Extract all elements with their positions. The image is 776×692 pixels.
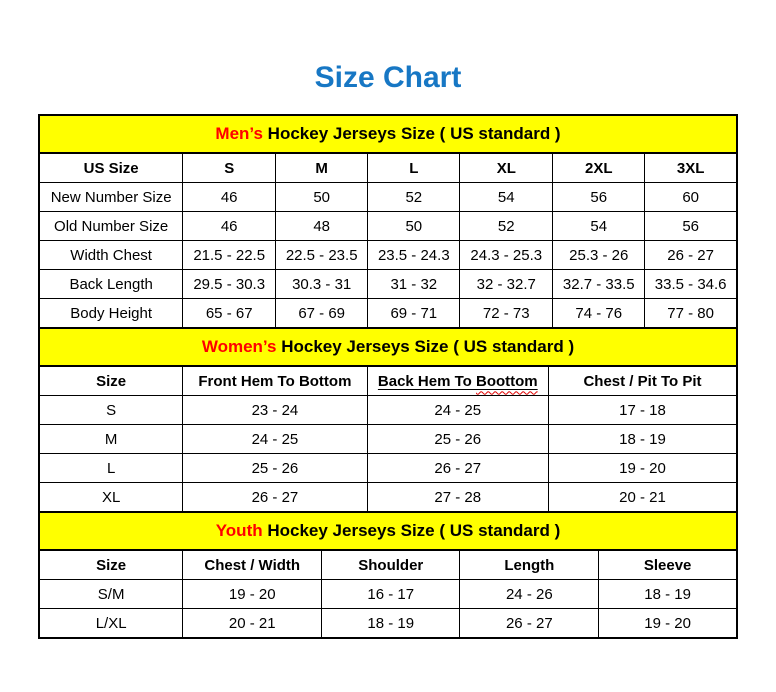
mens-row-label: Back Length	[39, 270, 183, 299]
mens-size-cell: 56	[645, 212, 737, 241]
mens-size-cell: 67 - 69	[276, 299, 368, 329]
mens-size-cell: 33.5 - 34.6	[645, 270, 737, 299]
mens-column-header: US Size	[39, 153, 183, 183]
womens-table-row	[39, 483, 737, 513]
mens-size-cell: 50	[368, 212, 460, 241]
youth-size-cell: 18 - 19	[322, 609, 460, 639]
womens-row-label: S	[39, 396, 183, 425]
mens-row-label: Body Height	[39, 299, 183, 329]
mens-column-header: 3XL	[645, 153, 737, 183]
mens-size-table	[38, 114, 738, 329]
mens-size-cell: 25.3 - 26	[553, 241, 645, 270]
womens-size-cell: 26 - 27	[367, 454, 548, 483]
mens-size-cell: 52	[368, 183, 460, 212]
mens-row-label: Old Number Size	[39, 212, 183, 241]
mens-size-cell: 56	[553, 183, 645, 212]
womens-section-band	[39, 328, 737, 366]
youth-column-header: Length	[460, 550, 599, 580]
mens-column-header: M	[276, 153, 368, 183]
youth-row-label: L/XL	[39, 609, 183, 639]
womens-size-cell: 25 - 26	[183, 454, 367, 483]
youth-band-highlight: Youth	[215, 521, 263, 540]
youth-size-cell: 18 - 19	[599, 580, 737, 609]
mens-table-row	[39, 270, 737, 299]
womens-size-cell: 19 - 20	[549, 454, 737, 483]
mens-size-cell: 31 - 32	[368, 270, 460, 299]
mens-size-cell: 26 - 27	[645, 241, 737, 270]
youth-size-cell: 19 - 20	[183, 580, 322, 609]
mens-table-row	[39, 183, 737, 212]
youth-band-text: Hockey Jerseys Size ( US standard )	[262, 521, 561, 540]
youth-column-header: Shoulder	[322, 550, 460, 580]
womens-size-cell: 23 - 24	[183, 396, 367, 425]
mens-size-cell: 32 - 32.7	[460, 270, 553, 299]
womens-size-cell: 25 - 26	[367, 425, 548, 454]
youth-size-cell: 26 - 27	[460, 609, 599, 639]
womens-table-row	[39, 425, 737, 454]
mens-section-band	[39, 115, 737, 153]
mens-column-header: L	[368, 153, 460, 183]
mens-size-cell: 54	[460, 183, 553, 212]
mens-size-cell: 46	[183, 212, 276, 241]
womens-size-table	[38, 327, 738, 513]
mens-size-cell: 60	[645, 183, 737, 212]
mens-row-label: Width Chest	[39, 241, 183, 270]
mens-size-cell: 22.5 - 23.5	[276, 241, 368, 270]
womens-size-cell: 24 - 25	[367, 396, 548, 425]
mens-size-cell: 72 - 73	[460, 299, 553, 329]
womens-size-cell: 24 - 25	[183, 425, 367, 454]
mens-size-cell: 74 - 76	[553, 299, 645, 329]
youth-table-row	[39, 609, 737, 639]
mens-size-cell: 46	[183, 183, 276, 212]
youth-row-label: S/M	[39, 580, 183, 609]
mens-size-cell: 30.3 - 31	[276, 270, 368, 299]
womens-size-cell: 27 - 28	[367, 483, 548, 513]
womens-column-header	[367, 366, 548, 396]
mens-size-cell: 50	[276, 183, 368, 212]
youth-size-cell: 16 - 17	[322, 580, 460, 609]
womens-column-header: Chest / Pit To Pit	[549, 366, 737, 396]
youth-size-cell: 24 - 26	[460, 580, 599, 609]
mens-size-cell: 29.5 - 30.3	[183, 270, 276, 299]
womens-size-cell: 26 - 27	[183, 483, 367, 513]
womens-table-row	[39, 454, 737, 483]
mens-size-cell: 69 - 71	[368, 299, 460, 329]
mens-row-label: New Number Size	[39, 183, 183, 212]
youth-column-header: Size	[39, 550, 183, 580]
page-title: Size Chart	[314, 61, 462, 94]
youth-table-row	[39, 580, 737, 609]
mens-table-row	[39, 241, 737, 270]
youth-section-band	[39, 512, 737, 550]
mens-table-row	[39, 299, 737, 329]
mens-table-row	[39, 212, 737, 241]
mens-size-cell: 23.5 - 24.3	[368, 241, 460, 270]
youth-column-header: Chest / Width	[183, 550, 322, 580]
youth-size-cell: 20 - 21	[183, 609, 322, 639]
mens-column-header: 2XL	[553, 153, 645, 183]
mens-size-cell: 77 - 80	[645, 299, 737, 329]
womens-row-label: M	[39, 425, 183, 454]
womens-band-text: Hockey Jerseys Size ( US standard )	[276, 337, 575, 356]
youth-column-header: Sleeve	[599, 550, 737, 580]
youth-size-cell: 19 - 20	[599, 609, 737, 639]
womens-row-label: L	[39, 454, 183, 483]
womens-band-highlight: Women’s	[201, 337, 277, 356]
womens-table-row	[39, 396, 737, 425]
mens-size-cell: 24.3 - 25.3	[460, 241, 553, 270]
mens-size-cell: 21.5 - 22.5	[183, 241, 276, 270]
womens-size-cell: 17 - 18	[549, 396, 737, 425]
mens-size-cell: 32.7 - 33.5	[553, 270, 645, 299]
mens-band-text: Hockey Jerseys Size ( US standard )	[262, 124, 561, 143]
womens-column-header: Size	[39, 366, 183, 396]
header-text-prefix: Back Hem To	[377, 372, 476, 390]
womens-size-cell: 18 - 19	[549, 425, 737, 454]
mens-column-header: S	[183, 153, 276, 183]
womens-column-header: Front Hem To Bottom	[183, 366, 367, 396]
mens-size-cell: 48	[276, 212, 368, 241]
misspelled-word: Boottom	[476, 372, 538, 390]
mens-size-cell: 65 - 67	[183, 299, 276, 329]
womens-size-cell: 20 - 21	[549, 483, 737, 513]
mens-size-cell: 54	[553, 212, 645, 241]
youth-size-table	[38, 511, 738, 639]
mens-column-header: XL	[460, 153, 553, 183]
underlined-header-text	[378, 373, 538, 390]
womens-row-label: XL	[39, 483, 183, 513]
mens-size-cell: 52	[460, 212, 553, 241]
size-chart-tables	[38, 114, 738, 639]
mens-band-highlight: Men’s	[215, 124, 263, 143]
